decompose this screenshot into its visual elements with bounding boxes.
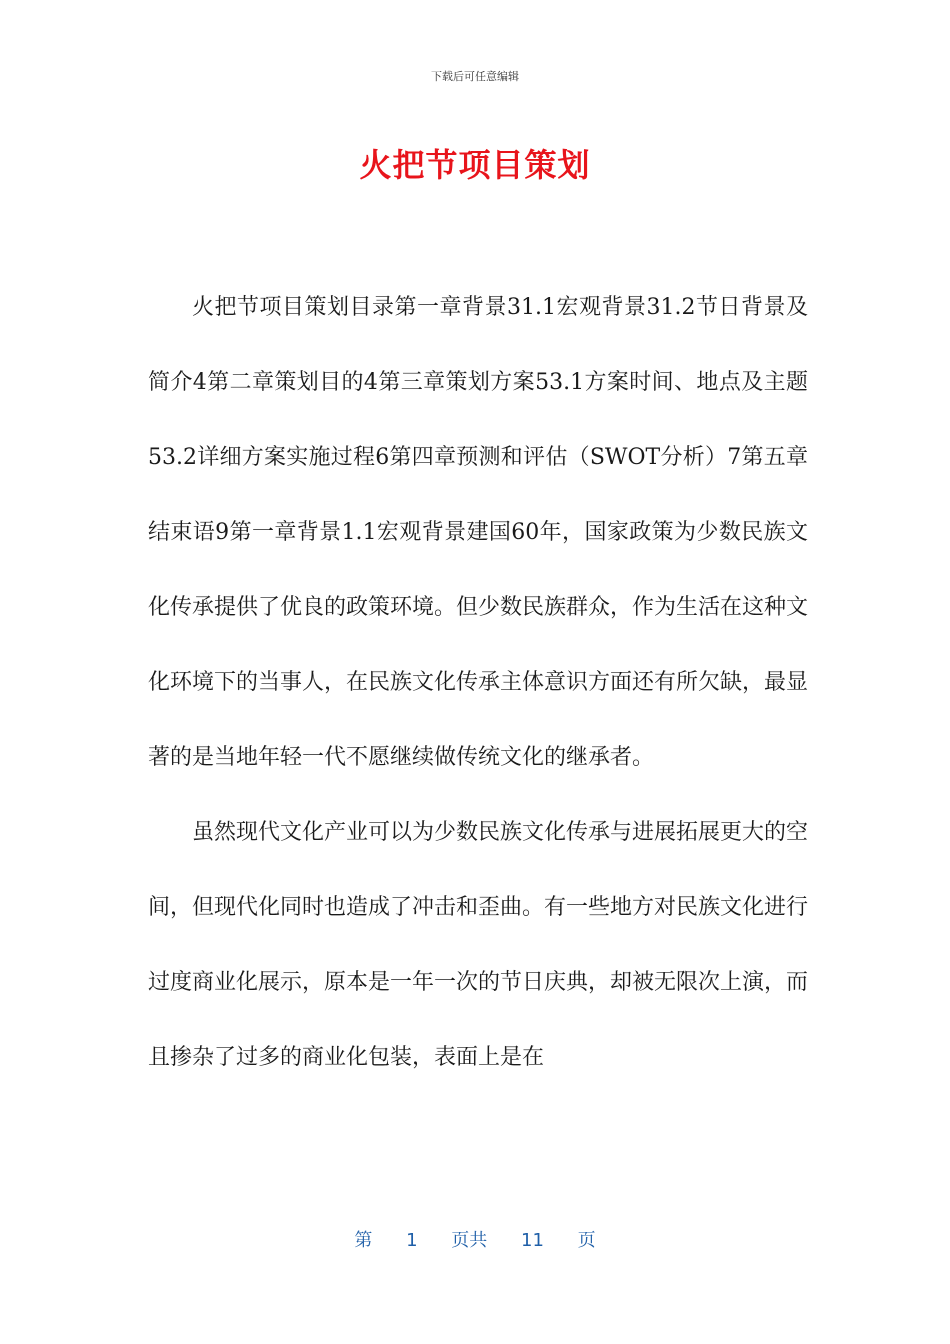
paragraph-1: 火把节项目策划目录第一章背景31.1宏观背景31.2节日背景及简介4第二章策划目的4第三章策划方案53.1方案时间、地点及主题53.2详细方案实施过程6第四章预测和评估（SWOT分析）7第五章结束语9第一章背景1.1宏观背景建国60年，国家政策为少数民族文化传承提供了优良的政策环境。但少数民族群众，作为生活在这种文化环境下的当事人，在民族文化传承主体意识方面还有所欠缺，最显著的是当地年轻一代不愿继续做传统文化的继承者。 (148, 295, 809, 770)
paragraph-2: 虽然现代文化产业可以为少数民族文化传承与进展拓展更大的空间，但现代化同时也造成了冲击和歪曲。有一些地方对民族文化进行过度商业化展示，原本是一年一次的节日庆典，却被无限次上演，而且掺杂了过多的商业化包装，表面上是在 (148, 820, 809, 1070)
footer-current-page: 1 (406, 1230, 418, 1251)
footer-page-prefix: 第 (354, 1230, 373, 1251)
header-note: 下载后可任意编辑 (431, 70, 519, 83)
page-footer (0, 1226, 950, 1252)
footer-page-suffix: 页 (577, 1230, 596, 1251)
document-body (148, 270, 808, 1095)
document-title: 火把节项目策划 (359, 146, 591, 184)
footer-page-mid: 页共 (451, 1230, 488, 1251)
footer-total-pages: 11 (521, 1230, 544, 1251)
